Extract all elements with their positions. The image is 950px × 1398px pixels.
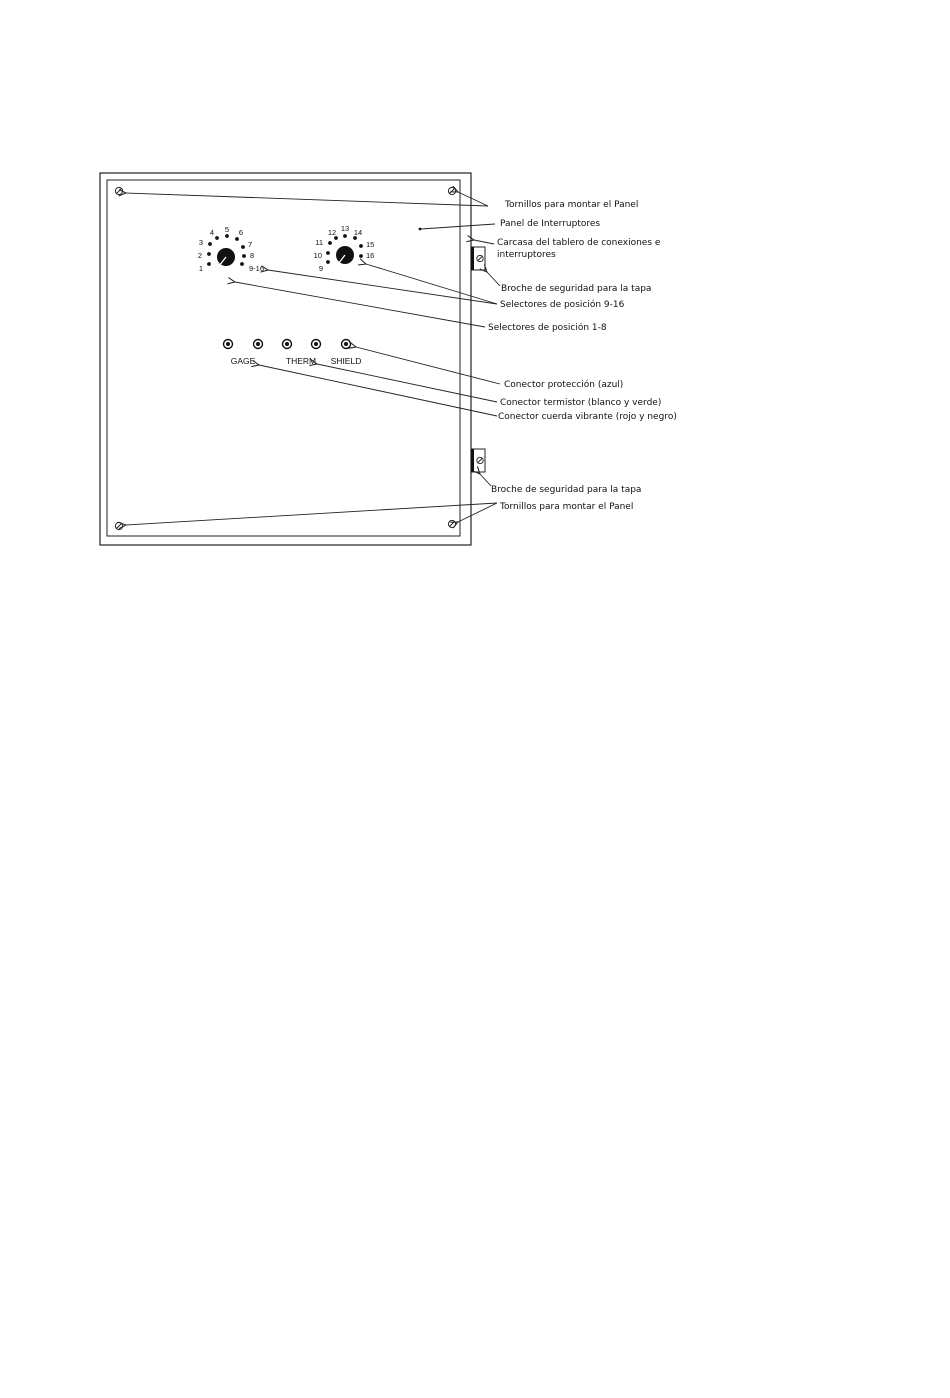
leader-line [458,192,488,206]
connector-jack [342,340,351,349]
panel-marker-dot [419,228,422,231]
position-number: 16 [366,251,375,260]
position-number: 9 [318,264,323,273]
connector-jack [224,340,233,349]
leader-line [458,503,497,522]
position-number: 8 [250,251,255,260]
position-number: 10 [313,251,322,260]
leader-line [126,503,497,525]
callout-enclosure-line1: Carcasa del tablero de conexiones e [497,238,661,248]
switch-panel-inner [107,180,460,536]
callout-selectors-1-8: Selectores de posición 1-8 [488,323,607,333]
rotary-switch-9-16 [314,224,375,273]
position-number: 12 [327,228,337,237]
leader-line [474,240,494,244]
connector-row [224,340,362,367]
position-number: 15 [366,240,375,249]
leader-line [421,224,495,229]
screw-icon [115,522,122,529]
callout-selectors-9-16: Selectores de posición 9-16 [500,300,625,310]
lid-latch [471,449,485,472]
screw-icon [448,520,455,527]
leader-line [487,272,500,286]
callout-lid-latch-bottom: Broche de seguridad para la tapa [491,485,642,495]
screw-icon [115,187,122,194]
callout-enclosure-line2: interruptores [497,250,556,260]
connector-jack [254,340,263,349]
position-number: 13 [340,224,350,233]
screw-icon [448,187,455,194]
callout-shield-connector: Conector protección (azul) [504,380,624,390]
position-number: 11 [315,238,323,247]
position-number: 3 [198,238,203,247]
position-number: 6 [238,228,244,237]
position-number: 5 [224,225,230,234]
leader-line [268,270,497,304]
leader-line [126,193,488,206]
rotary-switch-1-8 [198,225,264,273]
leader-line [356,347,500,384]
callout-mounting-screws-top: Tornillos para montar el Panel [505,200,639,210]
leader-line [259,365,497,416]
position-number: 7 [248,240,253,249]
callout-switch-panel: Panel de Interruptores [500,219,601,229]
shield-label: SHIELD [330,356,362,366]
callout-mounting-screws-bottom: Tornillos para montar el Panel [500,502,634,512]
therm-label: THERM [285,356,317,366]
position-number: 2 [197,251,202,260]
callout-gage-connector: Conector cuerda vibrante (rojo y negro) [498,412,677,422]
leader-line [480,474,491,486]
lid-latch [471,247,485,270]
connector-jack [312,340,321,349]
connector-jack [283,340,292,349]
position-number: 1 [198,264,203,273]
gage-label: GAGE [230,356,256,366]
position-number: 14 [353,228,363,237]
position-number: 4 [209,228,215,237]
callout-therm-connector: Conector termistor (blanco y verde) [500,398,662,408]
position-number: 9-16 [249,264,265,273]
callout-lid-latch-top: Broche de seguridad para la tapa [501,284,652,294]
